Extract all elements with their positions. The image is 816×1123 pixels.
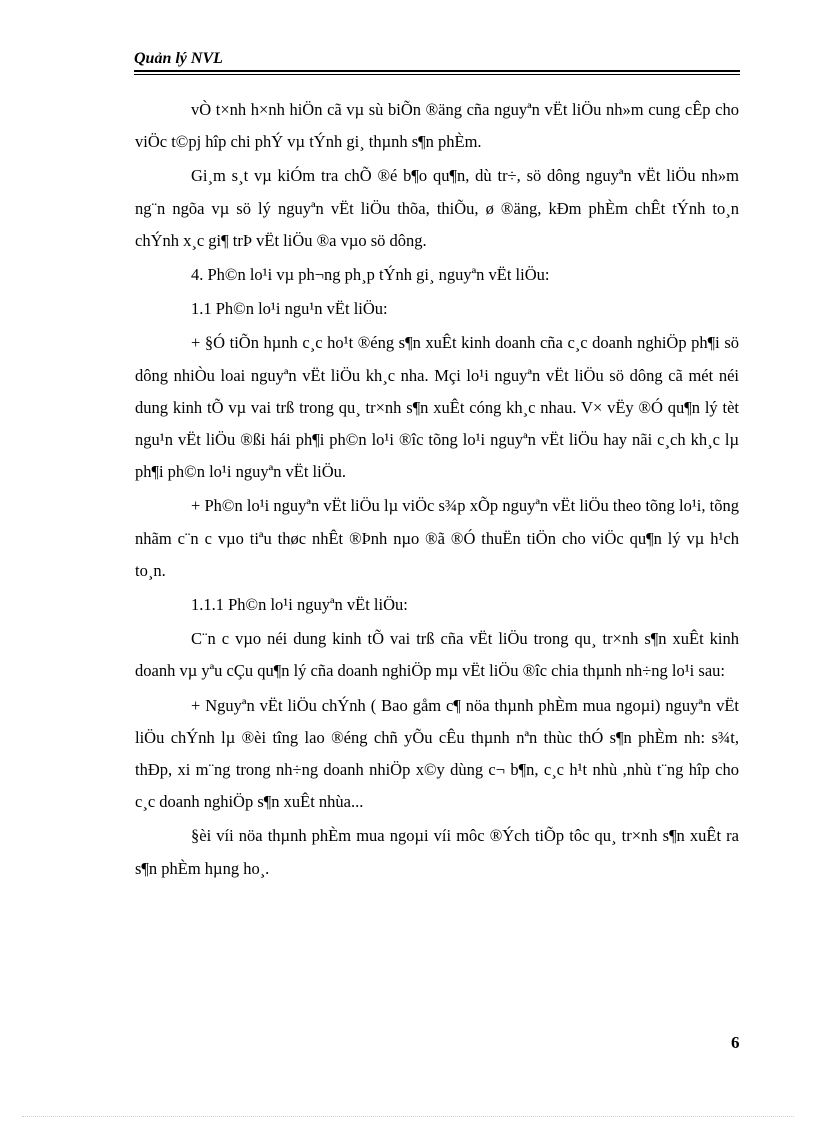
paragraph: C¨n c vµo néi dung kinh tÕ vai trß cña vËt liÖu trong qu¸ tr×nh s¶n xuÊt kinh doanh vµ yªu cÇu qu¶n lý cña doanh nghiÖp mµ vËt liÖu ®îc chia thµnh nh÷ng lo¹i sau:	[135, 629, 739, 681]
section-heading: 1.1 Ph©n lo¹i ngu¹n vËt liÖu:	[191, 299, 388, 319]
paragraph: + Ph©n lo¹i nguyªn vËt liÖu lµ viÖc s¾p xÕp nguyªn vËt liÖu theo tõng lo¹i, tõng nhãm c¨n c vµo tiªu thøc nhÊt ®Þnh nµo ®ã ®Ó thuËn tiÖn cho viÖc qu¶n lý vµ h¹ch to¸n.	[135, 496, 739, 580]
section-heading: 4. Ph©n lo¹i vµ ph¬ng ph¸p tÝnh gi¸ nguyªn vËt liÖu:	[191, 265, 550, 285]
paragraph: Gi¸m s¸t vµ kiÓm tra chÕ ®é b¶o qu¶n, dù tr÷, sö dông nguyªn vËt liÖu nh»m ng¨n ngõa vµ sö lý nguyªn vËt liÖu thõa, thiÕu, ø ®äng, kÐm phÈm chÊt tÝnh to¸n chÝnh x¸c gi¶ trÞ vËt liÖu ®a vµo sö dông.	[135, 166, 739, 250]
header-rule-thick	[134, 70, 740, 72]
header-rule-thin	[134, 74, 740, 75]
paragraph: §èi víi nöa thµnh phÈm mua ngoµi víi môc ®Ých tiÕp tôc qu¸ tr×nh s¶n xuÊt ra s¶n phÈm hµng ho¸.	[135, 826, 739, 878]
running-header-title: Quản lý NVL	[134, 50, 223, 67]
section-heading: 1.1.1 Ph©n lo¹i nguyªn vËt liÖu:	[191, 595, 408, 615]
paragraph: vÒ t×nh h×nh hiÖn cã vµ sù biÕn ®äng cña nguyªn vËt liÖu nh»m cung cÊp cho viÖc t©pj hîp chi phÝ vµ tÝnh gi¸ thµnh s¶n phÈm.	[135, 100, 739, 152]
page-number: 6	[731, 1033, 740, 1052]
paragraph: + §Ó tiÕn hµnh c¸c ho¹t ®éng s¶n xuÊt kinh doanh cña c¸c doanh nghiÖp ph¶i sö dông nhiÒu loai nguyªn vËt liÖu kh¸c nha. Mçi lo¹i nguyªn vËt liÖu sö dông cã mét néi dung kinh tÕ vµ vai trß trong qu¸ tr×nh s¶n xuÊt cóng kh¸c nhau. V× vËy ®Ó qu¶n lý tèt ngu¹n vËt liÖu ®ßi hái ph¶i ph©n lo¹i ®îc tõng lo¹i nguyªn vËt liÖu hay nãi c¸ch kh¸c lµ ph¶i ph©n lo¹i nguyªn vËt liÖu.	[135, 333, 739, 482]
body-text	[135, 94, 739, 887]
page-bottom-divider	[22, 1116, 794, 1117]
paragraph: + Nguyªn vËt liÖu chÝnh ( Bao gåm c¶ nöa thµnh phÈm mua ngoµi) nguyªn vËt liÖu chÝnh lµ ®èi tîng lao ®éng chñ yÕu cÊu thµnh nªn thùc thÓ s¶n phÈm nh: s¾t, thÐp, xi m¨ng trong nh÷ng doanh nhiÖp x©y dùng c¬ b¶n, c¸c h¹t nhù ,nhù t¨ng hîp cho c¸c doanh nghiÖp s¶n xuÊt nhùa...	[135, 695, 739, 812]
